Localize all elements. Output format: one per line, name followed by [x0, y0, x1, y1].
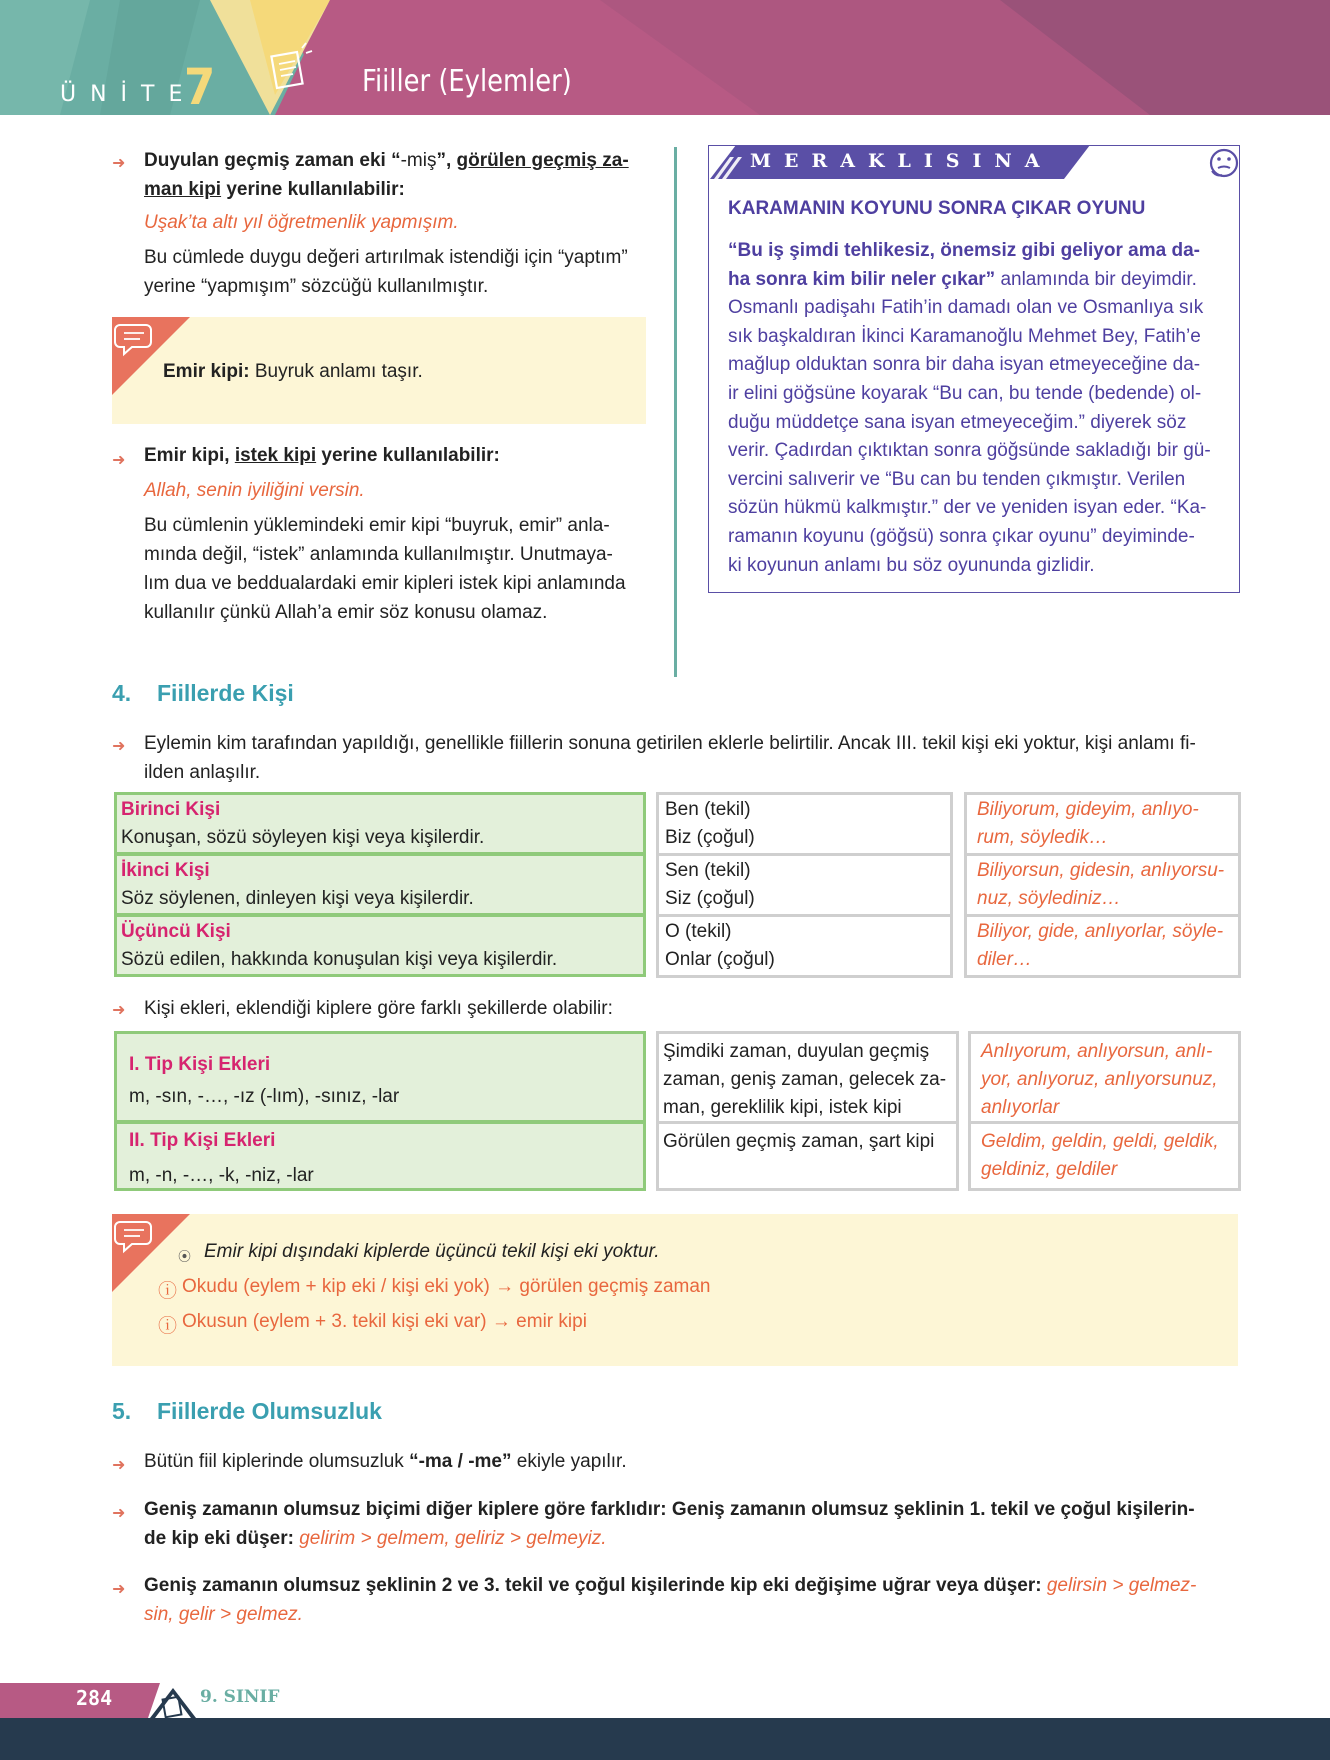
text: Anlıyorum, anlıyorsun, anlı-: [981, 1041, 1213, 1062]
note-example: Okudu (eylem + kip eki / kişi eki yok) → görülen geçmiş zaman: [182, 1276, 711, 1297]
text: verir. Çadırdan çıktıktan sonra göğsünde sakladığı bir gü-: [728, 440, 1211, 462]
note-main-text: Emir kipi dışındaki kiplerde üçüncü tekil kişi eki yoktur.: [204, 1241, 660, 1262]
text: -miş: [400, 150, 437, 171]
arrow-bullet-icon: ➜: [112, 1002, 126, 1019]
type-suffixes: m, -sın, -…, -ız (-lım), -sınız, -lar: [129, 1086, 400, 1107]
text: ilden anlaşılır.: [144, 762, 261, 783]
text: Biliyor, gide, anlıyorlar, söyle-: [977, 921, 1224, 942]
note-text: [163, 361, 423, 383]
person-title: İkinci Kişi: [121, 860, 210, 881]
person-desc: Söz söylenen, dinleyen kişi veya kişilerdir.: [121, 888, 474, 909]
footer-decoration: [0, 1670, 260, 1760]
paragraph-emir-heading: [144, 441, 500, 470]
person-cell: [114, 792, 646, 855]
person-title: Birinci Kişi: [121, 799, 221, 820]
text: anlıyorlar: [981, 1097, 1060, 1118]
text: mında değil, “istek” anlamında kullanılmıştır. Unutmaya-: [144, 544, 613, 565]
example-cell: [977, 857, 1224, 913]
section-number: 4.: [112, 680, 132, 706]
section-title: Fiillerde Olumsuzluk: [157, 1398, 382, 1424]
paragraph-mis-heading: [144, 146, 654, 204]
text: kullanılır çünkü Allah’a emir söz konusu olamaz.: [144, 602, 548, 623]
bullet-text: [144, 1447, 627, 1476]
example-cell: [977, 918, 1223, 974]
text: ramanın koyunu (göğsü) sonra çıkar oyunu” deyiminde-: [728, 525, 1195, 547]
text: sin, gelir > gelmez.: [144, 1604, 303, 1625]
text: yerine kullanılabilir:: [221, 179, 405, 200]
arrow-bullet-icon: ➜: [112, 1581, 126, 1598]
text: Sen (tekil): [665, 860, 751, 881]
text: Geniş zamanın olumsuz biçimi diğer kiplere göre farklıdır: Geniş zamanın olumsuz şeklinin 1. tekil ve çoğul kişilerin-: [144, 1499, 1195, 1520]
speech-bubble-icon: [112, 317, 192, 397]
person-desc: Konuşan, sözü söyleyen kişi veya kişilerdir.: [121, 827, 485, 848]
text: sık başkaldıran İkinci Karamanoğlu Mehmet Bey, Fatih’e: [728, 325, 1201, 347]
person-cell: [114, 914, 646, 977]
meraklisina-heading: KARAMANIN KOYUNU SONRA ÇIKAR OYUNU: [728, 198, 1146, 219]
text: Buyruk anlamı taşır.: [249, 361, 423, 382]
text: zaman, geniş zaman, gelecek za-: [663, 1069, 947, 1090]
text: mağlup olduktan sonra bir daha isyan etmeyeceğine da-: [728, 354, 1201, 376]
suffix-type-cell: [114, 1121, 646, 1191]
page-header: [0, 0, 1330, 115]
types-intro: Kişi ekleri, eklendiği kiplere göre farklı şekillerde olabilir:: [144, 998, 613, 1019]
text: görülen geçmiş za-: [456, 150, 629, 171]
tense-cell: [663, 1038, 946, 1122]
text: diler…: [977, 949, 1032, 970]
text: Siz (çoğul): [665, 888, 755, 909]
type-example-column: [968, 1031, 1241, 1191]
column-divider: [674, 147, 677, 677]
text: Bütün fiil kiplerinde olumsuzluk: [144, 1451, 410, 1472]
bullet-text: [144, 1571, 1244, 1629]
text: anlamında bir deyimdir.: [995, 268, 1197, 290]
text: Bu cümlede duygu değeri artırılmak istendiği için “yaptım”: [144, 247, 628, 268]
text: lım dua ve beddualardaki emir kipleri istek kipi anlamında: [144, 573, 626, 594]
arrow-bullet-icon: ➜: [112, 155, 126, 172]
text: rum, söyledik…: [977, 827, 1108, 848]
unit-number: 7: [184, 58, 216, 115]
type-suffixes: m, -n, -…, -k, -niz, -lar: [129, 1165, 314, 1186]
row-divider: [659, 853, 950, 856]
arrow-bullet-icon: ➜: [112, 1457, 126, 1474]
text: Bu cümlenin yüklemindeki emir kipi “buyruk, emir” anla-: [144, 515, 610, 536]
text: de kip eki düşer:: [144, 1528, 300, 1549]
unit-label: ÜNİTE: [60, 82, 197, 107]
text: gelirim > gelmem, geliriz > gelmeyiz.: [299, 1528, 607, 1549]
text: Biliyorum, gideyim, anlıyo-: [977, 799, 1199, 820]
section-title: Fiillerde Kişi: [157, 680, 294, 706]
target-bullet-icon: ⦿: [178, 1249, 192, 1264]
notebook-icon: [262, 40, 322, 100]
meraklisina-label: MERAKLISINA: [750, 150, 1053, 172]
text: istek kipi: [234, 445, 317, 466]
row-divider: [967, 914, 1238, 917]
example-sentence: Uşak’ta altı yıl öğretmenlik yapmışım.: [144, 212, 459, 233]
grade-label: 9. SINIF: [200, 1687, 280, 1707]
example-column: [964, 792, 1241, 978]
explanation-text: [144, 243, 664, 301]
row-divider: [967, 853, 1238, 856]
text: man, gereklilik kipi, istek kipi: [663, 1097, 902, 1118]
text: ha sonra kim bilir neler çıkar”: [728, 268, 996, 290]
person-cell: [114, 853, 646, 916]
text: ”,: [436, 150, 457, 171]
pronoun-cell: [665, 918, 775, 974]
text: man kipi: [144, 179, 222, 200]
text: “-ma / -me”: [409, 1451, 512, 1472]
text: Onlar (çoğul): [665, 949, 775, 970]
text: nuz, söylediniz…: [977, 888, 1121, 909]
text: gelirsin > gelmez-: [1046, 1575, 1197, 1596]
bullet-text: [144, 1495, 1244, 1553]
row-divider: [659, 914, 950, 917]
tense-cell: Görülen geçmiş zaman, şart kipi: [663, 1131, 935, 1152]
chapter-title: Fiiller (Eylemler): [362, 64, 572, 99]
text: yor, anlıyoruz, anlıyorsunuz,: [981, 1069, 1218, 1090]
pronoun-cell: [665, 857, 755, 913]
text: Geniş zamanın olumsuz şeklinin 2 ve 3. tekil ve çoğul kişilerinde kip eki değişime uğrar veya düşer:: [144, 1575, 1047, 1596]
section-intro: [144, 729, 1244, 787]
text: “Bu iş şimdi tehlikesiz, önemsiz gibi geliyor ama da-: [728, 240, 1200, 261]
example-cell: [981, 1128, 1219, 1184]
text: duğu müddetçe sana isyan etmeyeceğim.” diyerek söz: [728, 411, 1187, 433]
text: Emir kipi,: [144, 445, 235, 466]
meraklisina-text: [728, 237, 1220, 580]
note-box-emir: [112, 317, 646, 424]
example-cell: [981, 1038, 1218, 1122]
text: O (tekil): [665, 921, 732, 942]
arrow-bullet-icon: ➜: [112, 738, 126, 755]
thinking-face-icon: [1208, 147, 1240, 179]
text: ki koyunun anlamı bu söz oyununda gizlidir.: [728, 554, 1095, 576]
text: ir elini göğsüne koyarak “Bu can, bu tende (bedende) ol-: [728, 382, 1202, 404]
arrow-bullet-icon: ➜: [112, 1505, 126, 1522]
text: Biz (çoğul): [665, 827, 755, 848]
text: Osmanlı padişahı Fatih’in damadı olan ve Osmanlıya sık: [728, 297, 1204, 319]
example-sentence: Allah, senin iyiliğini versin.: [144, 480, 365, 501]
text: vercini salıverir ve “Bu can bu tenden çıkmıştır. Verilen: [728, 468, 1186, 490]
section-number: 5.: [112, 1398, 132, 1424]
text: sözün hükmü kalkmıştır.” der ve yeniden isyan eder. “Ka-: [728, 497, 1207, 519]
info-icon: ⓘ: [158, 1316, 178, 1337]
text: geldiniz, geldiler: [981, 1159, 1118, 1180]
text: Eylemin kim tarafından yapıldığı, genellikle fiillerin sonuna getirilen eklerle belirtilir. Ancak III. tekil kişi eki yoktur, kişi anlamı fi-: [144, 733, 1196, 754]
text: Ben (tekil): [665, 799, 751, 820]
pronoun-column: [656, 792, 953, 978]
text: Geldim, geldin, geldi, geldik,: [981, 1131, 1219, 1152]
note-box-ucuncu-kisi: [112, 1214, 1238, 1366]
person-title: Üçüncü Kişi: [121, 921, 231, 942]
page-number: 284: [76, 1686, 113, 1710]
text: Şimdiki zaman, duyulan geçmiş: [663, 1041, 930, 1062]
tense-column: [656, 1031, 959, 1191]
pronoun-cell: [665, 796, 755, 852]
text: ekiyle yapılır.: [511, 1451, 627, 1472]
suffix-type-cell: [114, 1031, 646, 1123]
type-title: II. Tip Kişi Ekleri: [129, 1130, 276, 1151]
note-example: Okusun (eylem + 3. tekil kişi eki var) → emir kipi: [182, 1311, 587, 1332]
text: Biliyorsun, gidesin, anlıyorsu-: [977, 860, 1225, 881]
text: Emir kipi:: [163, 361, 250, 382]
person-desc: Sözü edilen, hakkında konuşulan kişi veya kişilerdir.: [121, 949, 558, 970]
text: Duyulan geçmiş zaman eki “: [144, 150, 401, 171]
text: yerine “yapmışım” sözcüğü kullanılmıştır.: [144, 276, 489, 297]
type-title: I. Tip Kişi Ekleri: [129, 1054, 271, 1075]
arrow-bullet-icon: ➜: [112, 452, 126, 469]
example-cell: [977, 796, 1199, 852]
text: yerine kullanılabilir:: [316, 445, 500, 466]
info-icon: ⓘ: [158, 1281, 178, 1302]
explanation-text: [144, 511, 664, 627]
